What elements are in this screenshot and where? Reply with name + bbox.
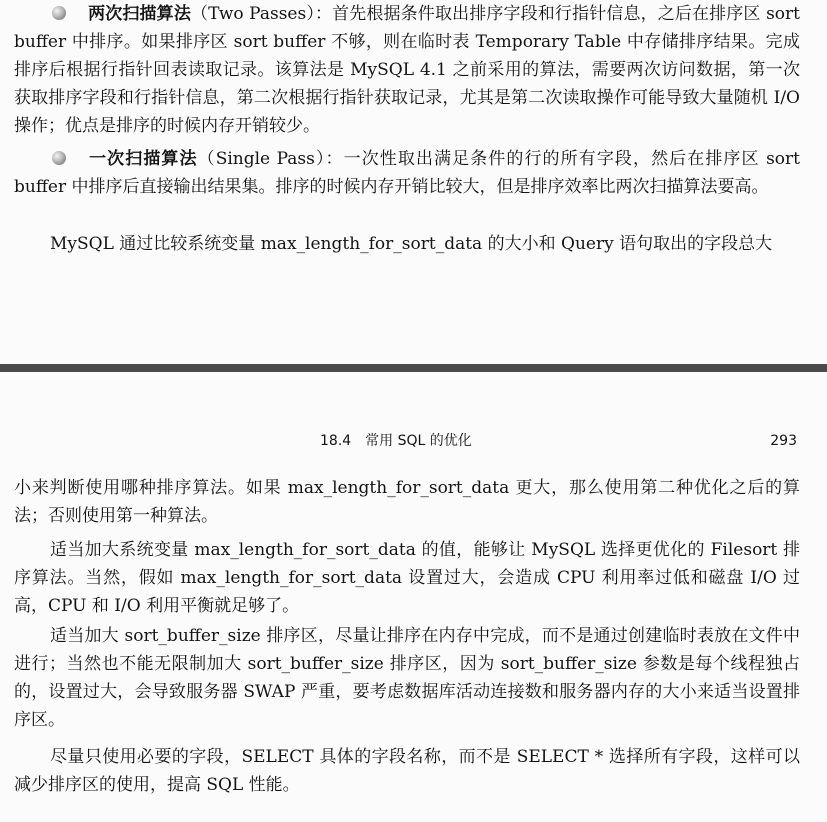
single-pass-term: 一次扫描算法 [88,149,198,169]
single-pass-algorithm-item [14,145,800,201]
two-pass-term: 两次扫描算法 [88,4,191,24]
section-title: 18.4 常用 SQL 的优化 [320,433,472,449]
body-paragraph-1: 小来判断使用哪种排序算法。如果 max_length_for_sort_data 更大，那么使用第二种优化之后的算法；否则使用第一种算法。 [14,478,800,526]
page-separator [0,364,827,372]
single-pass-description: （Single Pass）：一次性取出满足条件的行的所有字段，然后在排序区 sort buffer 中排序后直接输出结果集。排序的时候内存开销比较大，但是排序效率比两次扫描算法要高。 [14,149,800,197]
top-page [0,0,827,364]
bullet-icon [52,6,66,20]
body-paragraph-3: 适当加大 sort_buffer_size 排序区，尽量让排序在内存中完成，而不是通过创建临时表放在文件中进行；当然也不能无限制加大 sort_buffer_size 排序区，因为 sort_buffer_size 参数是每个线程独占的，设置过大，会导致服务器 SWAP 严重，要考虑数据库活动连接数和服务器内存的大小来适当设置排序区。 [14,626,800,730]
body-paragraph-4: 尽量只使用必要的字段，SELECT 具体的字段名称，而不是 SELECT * 选择所有字段，这样可以减少排序区的使用，提高 SQL 性能。 [14,747,800,795]
two-pass-algorithm-item [14,0,800,140]
two-pass-description: （Two Passes）：首先根据条件取出排序字段和行指针信息，之后在排序区 sort buffer 中排序。如果排序区 sort buffer 不够，则在临时表 Temporary Table 中存储排序结果。完成排序后根据行指针回表读取记录。该算法是 MySQL 4.1 之前采用的算法，需要两次访问数据，第一次获取排序字段和行指针信息，第二次根据行指针获取记录，尤其是第二次读取操作可能导致大量随机 I/O 操作；优点是排序的时候内存开销较少。 [14,4,800,136]
bullet-icon [52,151,66,165]
mysql-compare-paragraph: MySQL 通过比较系统变量 max_length_for_sort_data 的大小和 Query 语句取出的字段总大 [50,234,773,254]
page-number: 293 [770,433,797,449]
running-head [0,431,827,451]
body-paragraph-2: 适当加大系统变量 max_length_for_sort_data 的值，能够让 MySQL 选择更优化的 Filesort 排序算法。当然，假如 max_length_for_sort_data 设置过大，会造成 CPU 利用率过低和磁盘 I/O 过高，CPU 和 I/O 利用平衡就足够了。 [14,540,800,616]
